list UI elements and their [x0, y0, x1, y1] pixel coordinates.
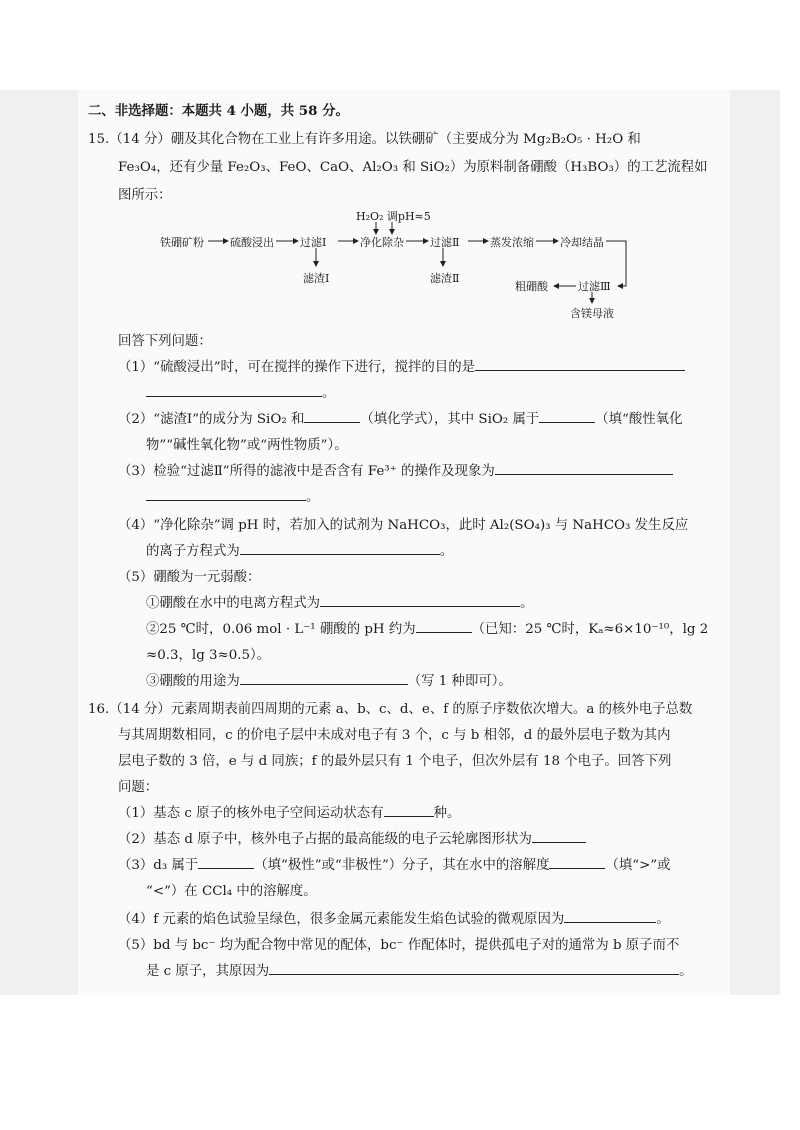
q15-part3: [118, 460, 673, 479]
q15-part1-cont: [146, 382, 335, 401]
q16-part5-cont: [146, 960, 693, 979]
period: 。: [439, 544, 454, 559]
q16-intro-line2: 与其周期数相同，c 的价电子层中未成对电子有 3 个，c 与 b 相邻，d 的最外层电子数为其内: [118, 728, 671, 743]
q15-part2-cont: 物”“碱性氧化物”或“两性物质”）。: [146, 438, 348, 453]
q15-part5-1: [146, 592, 533, 611]
q16-part3-text-a: （3）d₃ 属于: [118, 858, 199, 873]
q15-part2-text-c: （填“酸性氧化: [595, 412, 683, 427]
q16-part1-text-a: （1）基态 c 原子的核外电子空间运动状态有: [118, 806, 384, 821]
answer-blank[interactable]: [146, 486, 306, 501]
answer-blank[interactable]: [198, 854, 254, 869]
period: 。: [656, 912, 670, 927]
flow-node-filter1: 过滤Ⅰ: [300, 236, 327, 249]
flow-reagent-label: H₂O₂ 调pH≈5: [356, 210, 431, 223]
period: 。: [306, 490, 320, 505]
flow-node-purify: 净化除杂: [360, 236, 404, 249]
flow-mother-liquor: 含镁母液: [570, 307, 614, 320]
answer-blank[interactable]: [240, 670, 408, 685]
q16-part3: [118, 854, 671, 873]
q16-part1-text-b: 种。: [433, 806, 461, 821]
q15-part2-text-b: （填化学式），其中 SiO₂ 属于: [360, 412, 540, 427]
q15-part4-text: 的离子方程式为: [146, 544, 240, 559]
q16-intro-line4: 问题：: [118, 780, 159, 795]
answer-blank[interactable]: [564, 908, 656, 923]
flow-node-filter3: 过滤Ⅲ: [578, 280, 611, 293]
q15-part3-text: （3）检验“过滤Ⅱ”所得的滤液中是否含有 Fe³⁺ 的操作及现象为: [118, 464, 495, 479]
q16-part4-text: （4）f 元素的焰色试验呈绿色，很多金属元素能发生焰色试验的微观原因为: [118, 912, 565, 927]
flow-node-filter2: 过滤Ⅱ: [430, 236, 460, 249]
q16-part3-text-c: （填“>”或: [605, 858, 671, 873]
answer-blank[interactable]: [539, 408, 595, 423]
q16-part3-text-b: （填“极性”或“非极性”）分子，其在水中的溶解度: [254, 858, 550, 873]
q15-part1-text: （1）“硫酸浸出”时，可在搅拌的操作下进行，搅拌的目的是: [118, 360, 475, 375]
left-margin-shade: [0, 90, 78, 995]
answer-blank[interactable]: [240, 540, 440, 555]
q15-part1: [118, 356, 685, 375]
flow-residue1: 滤渣Ⅰ: [303, 272, 330, 285]
section-title: 二、非选择题：本题共 4 小题，共 58 分。: [88, 103, 349, 119]
q15-part3-cont: [146, 486, 319, 505]
answer-blank[interactable]: [269, 960, 679, 975]
period: 。: [322, 386, 336, 401]
period: 。: [679, 964, 693, 979]
flow-node-acid-leach: 硫酸浸出: [230, 236, 274, 249]
flow-arrows: [160, 208, 620, 318]
answer-blank[interactable]: [320, 592, 520, 607]
flow-node-ore: 铁硼矿粉: [160, 236, 204, 249]
q15-part2-text-a: （2）“滤渣Ⅰ”的成分为 SiO₂ 和: [118, 412, 305, 427]
q16-part1: [118, 802, 460, 821]
q15-part5-3: [146, 670, 512, 689]
q15-part5-2-text-a: ②25 ℃时，0.06 mol · L⁻¹ 硼酸的 pH 约为: [146, 622, 416, 637]
q15-part5-3-text-b: （写 1 种即可）。: [407, 674, 512, 689]
period: 。: [520, 596, 534, 611]
q15-intro-line3: 图所示：: [118, 188, 172, 203]
q15-part4-cont: [146, 540, 453, 559]
q15-part5-2: [146, 618, 708, 637]
q15-part5: （5）硼酸为一元弱酸：: [118, 570, 261, 585]
q15-part5-3-text-a: ③硼酸的用途为: [146, 674, 240, 689]
answer-prompt: 回答下列问题：: [118, 334, 212, 349]
flow-node-crude-boric-acid: 粗硼酸: [515, 280, 548, 293]
q16-part2-text: （2）基态 d 原子中，核外电子占据的最高能级的电子云轮廓图形状为: [118, 832, 532, 847]
process-flowchart: [160, 208, 620, 318]
q16-part3-cont: “<”）在 CCl₄ 中的溶解度。: [146, 884, 317, 899]
right-margin-shade: [730, 90, 780, 995]
q16-intro-line3: 层电子数的 3 倍，e 与 d 同族；f 的最外层只有 1 个电子，但次外层有 18 个电子。回答下列: [118, 754, 672, 769]
answer-blank[interactable]: [532, 828, 586, 843]
answer-blank[interactable]: [495, 460, 673, 475]
flow-node-cool-crystal: 冷却结晶: [560, 236, 604, 249]
q16-part4: [118, 908, 670, 927]
q15-part2: [118, 408, 682, 427]
flow-residue2: 滤渣Ⅱ: [430, 272, 460, 285]
q15-part5-2-cont: ≈0.3，lg 3≈0.5）。: [146, 648, 271, 663]
q16-part5-text: 是 c 原子，其原因为: [146, 964, 270, 979]
answer-blank[interactable]: [416, 618, 472, 633]
q15-part4: （4）“净化除杂”调 pH 时，若加入的试剂为 NaHCO₃，此时 Al₂(SO₄)₃ 与 NaHCO₃ 发生反应: [118, 518, 689, 533]
q16-intro-line1: 16.（14 分）元素周期表前四周期的元素 a、b、c、d、e、f 的原子序数依次增大。a 的核外电子总数: [88, 702, 693, 717]
q15-intro-line2: Fe₃O₄，还有少量 Fe₂O₃、FeO、CaO、Al₂O₃ 和 SiO₂）为原料制备硼酸（H₃BO₃）的工艺流程如: [118, 160, 708, 175]
answer-blank[interactable]: [475, 356, 685, 371]
q15-part5-2-text-b: （已知：25 ℃时，Kₐ≈6×10⁻¹⁰，lg 2: [471, 622, 709, 637]
flow-node-evaporate: 蒸发浓缩: [490, 236, 534, 249]
q16-part5: （5）bd 与 bc⁻ 均为配合物中常见的配体，bc⁻ 作配体时，提供孤电子对的通常为 b 原子而不: [118, 938, 680, 953]
answer-blank[interactable]: [146, 382, 322, 397]
answer-blank[interactable]: [549, 854, 605, 869]
q15-part5-1-text: ①硼酸在水中的电离方程式为: [146, 596, 321, 611]
answer-blank[interactable]: [304, 408, 360, 423]
answer-blank[interactable]: [384, 802, 434, 817]
q15-intro-line1: 15.（14 分）硼及其化合物在工业上有许多用途。以铁硼矿（主要成分为 Mg₂B₂O₅ · H₂O 和: [88, 132, 641, 147]
q16-part2: [118, 828, 586, 847]
